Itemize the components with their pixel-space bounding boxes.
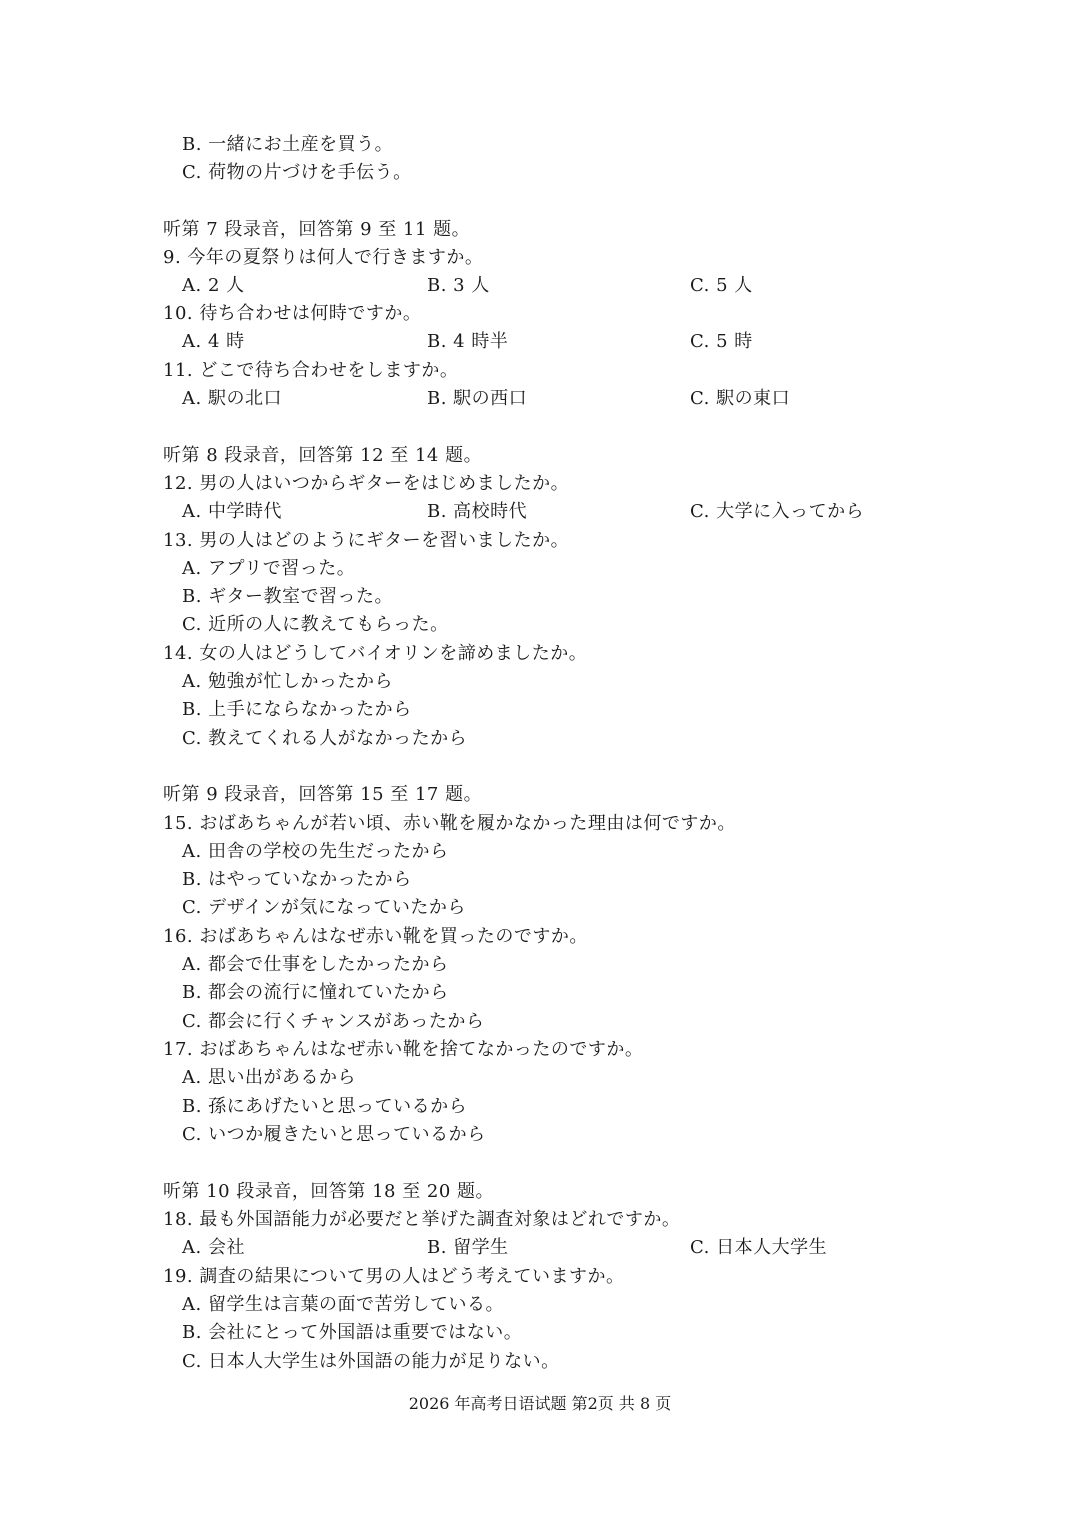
option-b: B. 孫にあげたいと思っているから [182,1096,468,1117]
option-c: C. 近所の人に教えてもらった。 [182,614,449,635]
question: 12. 男の人はいつからギターをはじめましたか。 [163,473,570,494]
question: 13. 男の人はどのようにギターを習いましたか。 [163,530,570,551]
option-a: A. 都会で仕事をしたかったから [182,954,449,975]
question: 19. 調査の結果について男の人はどう考えていますか。 [163,1266,625,1287]
option-c: C. 教えてくれる人がなかったから [182,728,468,749]
option-b: B. 駅の西口 [427,388,528,409]
option-a: A. 4 時 [182,331,245,352]
option-b: B. 上手にならなかったから [182,699,412,720]
question: 15. おばあちゃんが若い頃、赤い靴を履かなかった理由は何ですか。 [163,813,736,834]
section-heading: 听第 7 段录音，回答第 9 至 11 题。 [163,219,471,240]
page-footer: 2026 年高考日语试题 第2页 共 8 页 [408,1394,672,1413]
question: 16. おばあちゃんはなぜ赤い靴を買ったのですか。 [163,926,588,947]
option-a: A. 会社 [182,1237,245,1258]
section-heading: 听第 9 段录音，回答第 15 至 17 题。 [163,784,483,805]
question: 14. 女の人はどうしてバイオリンを諦めましたか。 [163,643,588,664]
option-c: C. 5 人 [690,275,753,296]
option-a: A. 中学時代 [182,501,282,522]
question: 9. 今年の夏祭りは何人で行きますか。 [163,247,484,268]
option-a: A. 田舎の学校の先生だったから [182,841,449,862]
option-c: C. デザインが気になっていたから [182,897,466,918]
option-b: B. 都会の流行に憧れていたから [182,982,449,1003]
question: 11. どこで待ち合わせをしますか。 [163,360,459,381]
option-a: A. 思い出があるから [182,1067,356,1088]
option-c: C. 5 時 [690,331,753,352]
section-heading: 听第 10 段录音，回答第 18 至 20 题。 [163,1181,495,1202]
option-c: C. 荷物の片づけを手伝う。 [182,162,412,183]
question: 18. 最も外国語能力が必要だと挙げた調査対象はどれですか。 [163,1209,681,1230]
option-c: C. いつか履きたいと思っているから [182,1124,486,1145]
option-b: B. 3 人 [427,275,490,296]
option-c: C. 都会に行くチャンスがあったから [182,1011,485,1032]
section-heading: 听第 8 段录音，回答第 12 至 14 题。 [163,445,483,466]
option-a: A. アプリで習った。 [182,558,356,579]
option-c: C. 日本人大学生は外国語の能力が足りない。 [182,1351,560,1372]
option-b: B. 高校時代 [427,501,528,522]
option-c: C. 大学に入ってから [690,501,865,522]
option-b: B. 一緒にお土産を買う。 [182,134,394,155]
question: 17. おばあちゃんはなぜ赤い靴を捨てなかったのですか。 [163,1039,644,1060]
option-b: B. はやっていなかったから [182,869,412,890]
option-a: A. 留学生は言葉の面で苦労している。 [182,1294,504,1315]
option-b: B. 会社にとって外国語は重要ではない。 [182,1322,523,1343]
question: 10. 待ち合わせは何時ですか。 [163,303,422,324]
option-c: C. 駅の東口 [690,388,791,409]
option-b: B. 留学生 [427,1237,509,1258]
option-b: B. 4 時半 [427,331,509,352]
option-a: A. 駅の北口 [182,388,282,409]
option-c: C. 日本人大学生 [690,1237,828,1258]
option-b: B. ギター教室で習った。 [182,586,393,607]
option-a: A. 2 人 [182,275,245,296]
option-a: A. 勉強が忙しかったから [182,671,393,692]
